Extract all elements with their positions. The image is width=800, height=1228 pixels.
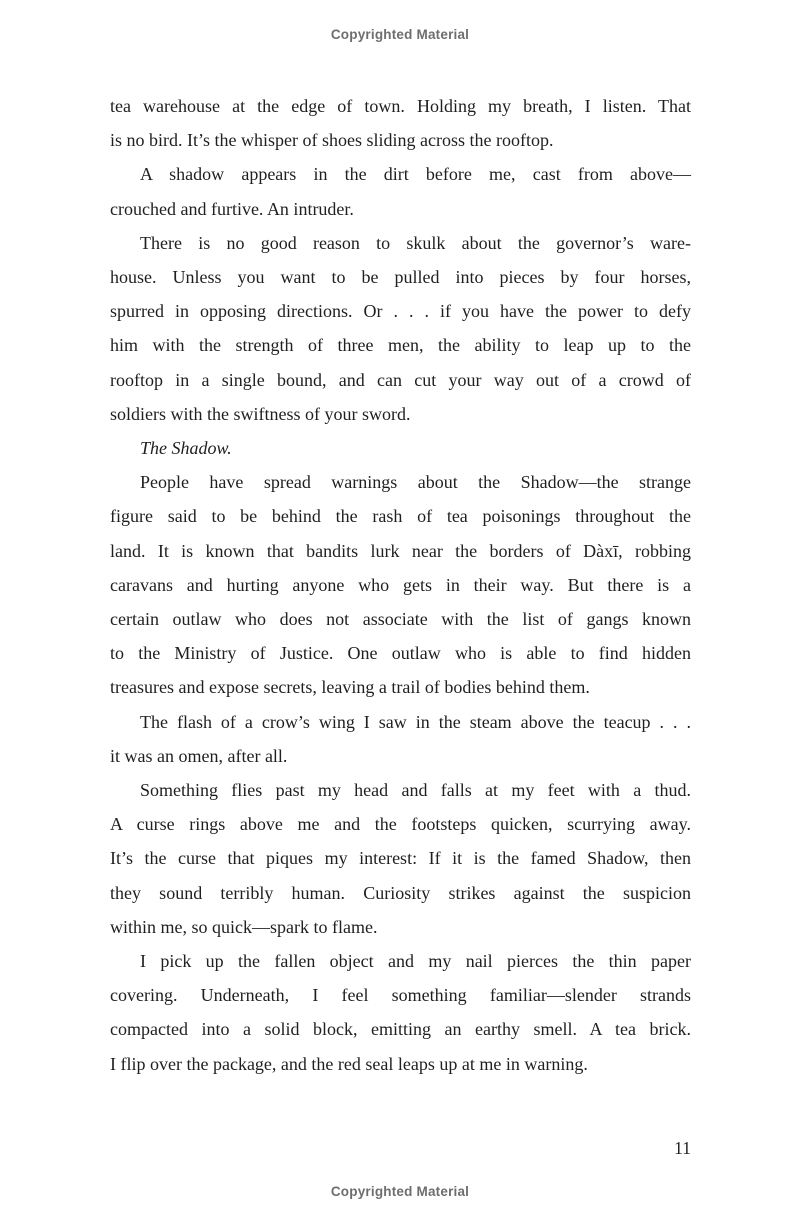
text-block (110, 89, 691, 1081)
text-line: to the Ministry of Justice. One outlaw who is able to find hidden (110, 643, 691, 664)
paragraph (110, 89, 691, 157)
text-line: Something flies past my head and falls at my feet with a thud. (140, 780, 691, 801)
text-line: caravans and hurting anyone who gets in their way. But there is a (110, 574, 691, 595)
copyright-notice-top: Copyrighted Material (330, 27, 470, 42)
text-line: It’s the curse that piques my interest: If it is the famed Shadow, then (110, 848, 691, 869)
paragraph (110, 773, 691, 944)
text-line: it was an omen, after all. (110, 745, 288, 766)
text-line: I pick up the fallen object and my nail pierces the thin paper (140, 951, 691, 972)
paragraph (110, 465, 691, 704)
text-line: A curse rings above me and the footsteps quicken, scurrying away. (110, 814, 691, 835)
text-line: The flash of a crow’s wing I saw in the steam above the teacup . . . (140, 711, 691, 732)
text-line: within me, so quick—spark to flame. (110, 916, 378, 937)
page-number: 11 (674, 1138, 691, 1158)
text-line: crouched and furtive. An intruder. (110, 198, 354, 219)
text-line: land. It is known that bandits lurk near the borders of Dàxī, robbing (110, 540, 691, 561)
text-line: rooftop in a single bound, and can cut your way out of a crowd of (110, 369, 691, 390)
paragraph (110, 431, 691, 465)
text-line: spurred in opposing directions. Or . . . if you have the power to defy (110, 301, 691, 322)
text-line: I flip over the package, and the red seal leaps up at me in warning. (110, 1053, 588, 1074)
copyright-notice-bottom: Copyrighted Material (330, 1184, 470, 1199)
paragraph (110, 157, 691, 225)
paragraph (110, 226, 691, 431)
text-line: figure said to be behind the rash of tea poisonings throughout the (110, 506, 691, 527)
text-line: People have spread warnings about the Shadow—the strange (140, 472, 691, 493)
text-line: A shadow appears in the dirt before me, cast from above— (140, 164, 691, 185)
text-line: soldiers with the swiftness of your sword. (110, 403, 411, 424)
text-line: certain outlaw who does not associate with the list of gangs known (110, 609, 691, 630)
text-line: The Shadow. (140, 438, 232, 459)
text-line: him with the strength of three men, the ability to leap up to the (110, 335, 691, 356)
text-line: is no bird. It’s the whisper of shoes sliding across the rooftop. (110, 130, 554, 151)
text-line: treasures and expose secrets, leaving a trail of bodies behind them. (110, 677, 590, 698)
paragraph (110, 944, 691, 1081)
text-line: tea warehouse at the edge of town. Holding my breath, I listen. That (110, 96, 691, 116)
paragraph (110, 705, 691, 773)
text-line: covering. Underneath, I feel something familiar—slender strands (110, 985, 691, 1006)
text-line: There is no good reason to skulk about the governor’s ware- (140, 232, 691, 253)
text-line: they sound terribly human. Curiosity strikes against the suspicion (110, 882, 691, 903)
text-line: compacted into a solid block, emitting an earthy smell. A tea brick. (110, 1019, 691, 1040)
text-line: house. Unless you want to be pulled into pieces by four horses, (110, 267, 691, 288)
